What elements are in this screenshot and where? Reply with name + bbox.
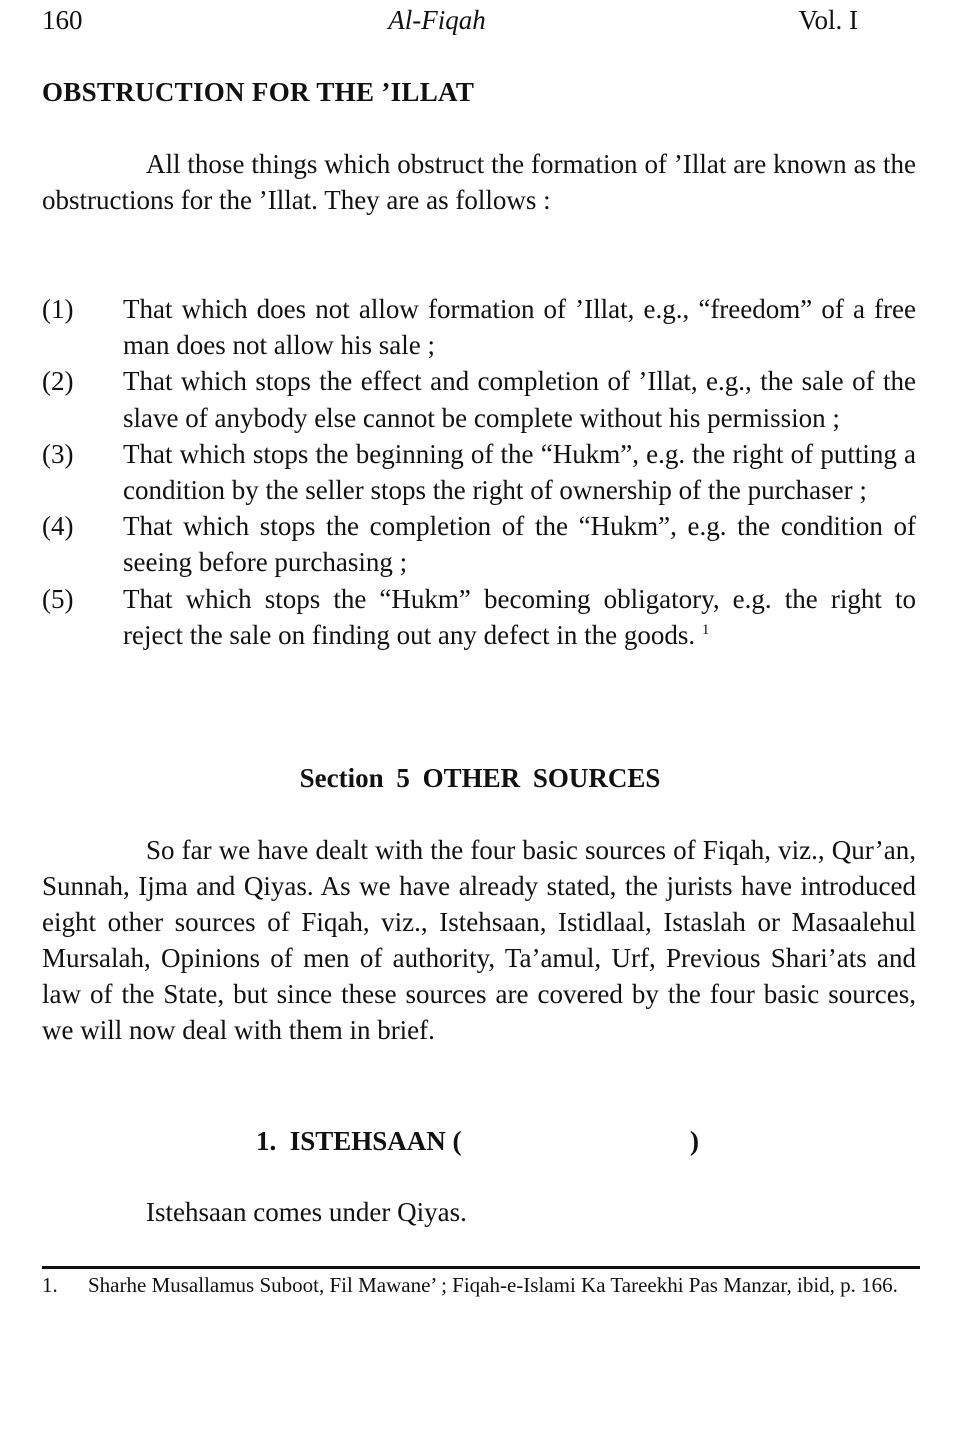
list-item-number: (1) — [42, 294, 74, 324]
list-item-number: (4) — [42, 511, 74, 542]
list-item-text: That which does not allow formation of ’Illat, e.g., “freedom” of a free man does not allow his sale ; — [123, 294, 916, 361]
section-paragraph-text: So far we have dealt with the four basic sources of Fiqah, viz., Qur’an, Sunnah, Ijma and Qiyas. As we have already stated, the jurists have introduced eight other sources of Fiqah, viz., Istehsaan, Istidlaal, Istaslah or Masaalehul Mursalah, Opinions of men of authority, Ta’amul, Urf, Previous Shari’ats and law of the State, but since these sources are covered by the four basic sources, we will now deal with them in brief. — [42, 835, 916, 1045]
list-item-text: That which stops the beginning of the “Hukm”, e.g. the right of putting a condition by the seller stops the right of ownership of the purchaser ; — [123, 438, 916, 506]
list-item-number: (5) — [42, 583, 74, 614]
section-title: Section 5 OTHER SOURCES — [299, 763, 661, 793]
list-item — [42, 291, 916, 363]
running-title: Al-Fiqah — [388, 5, 486, 35]
list-item-number: (3) — [42, 438, 74, 469]
list-item — [42, 508, 916, 580]
footnote-divider — [42, 1266, 920, 1269]
volume-label: Vol. I — [798, 5, 858, 35]
list-item — [42, 436, 916, 508]
footnote-number: 1. — [42, 1273, 58, 1297]
istehsaan-paragraph — [42, 1194, 916, 1230]
intro-paragraph — [42, 146, 916, 218]
footnote — [42, 1270, 916, 1301]
list-item — [42, 363, 916, 435]
list-item-text: That which stops the effect and completion of ’Illat, e.g., the sale of the slave of anybody else cannot be complete without his permission ; — [123, 366, 916, 433]
list-item-text: That which stops the “Hukm” becoming obligatory, e.g. the right to reject the sale on finding out any defect in the goods. — [123, 583, 916, 650]
subheading-close: ) — [690, 1126, 699, 1156]
subheading-istehsaan — [256, 1123, 699, 1159]
list-item-text: That which stops the completion of the “Hukm”, e.g. the condition of seeing before purchasing ; — [123, 511, 916, 578]
page-number: 160 — [42, 5, 83, 35]
list-item — [42, 581, 916, 653]
istehsaan-text: Istehsaan comes under Qiyas. — [146, 1197, 467, 1227]
subheading-open: 1. ISTEHSAAN ( — [256, 1126, 462, 1156]
obstruction-list — [42, 291, 916, 653]
footnote-reference: 1 — [701, 621, 710, 638]
list-item-number: (2) — [42, 366, 74, 397]
footnote-text: Sharhe Musallamus Suboot, Fil Mawane’ ; Fiqah-e-Islami Ka Tareekhi Pas Manzar, ibid, p. 166. — [88, 1273, 898, 1297]
heading-obstruction: OBSTRUCTION FOR THE ’ILLAT — [42, 77, 475, 107]
intro-text: All those things which obstruct the formation of ’Illat are known as the obstructions for the ’Illat. They are as follows : — [42, 149, 916, 215]
section-paragraph — [42, 832, 916, 1048]
